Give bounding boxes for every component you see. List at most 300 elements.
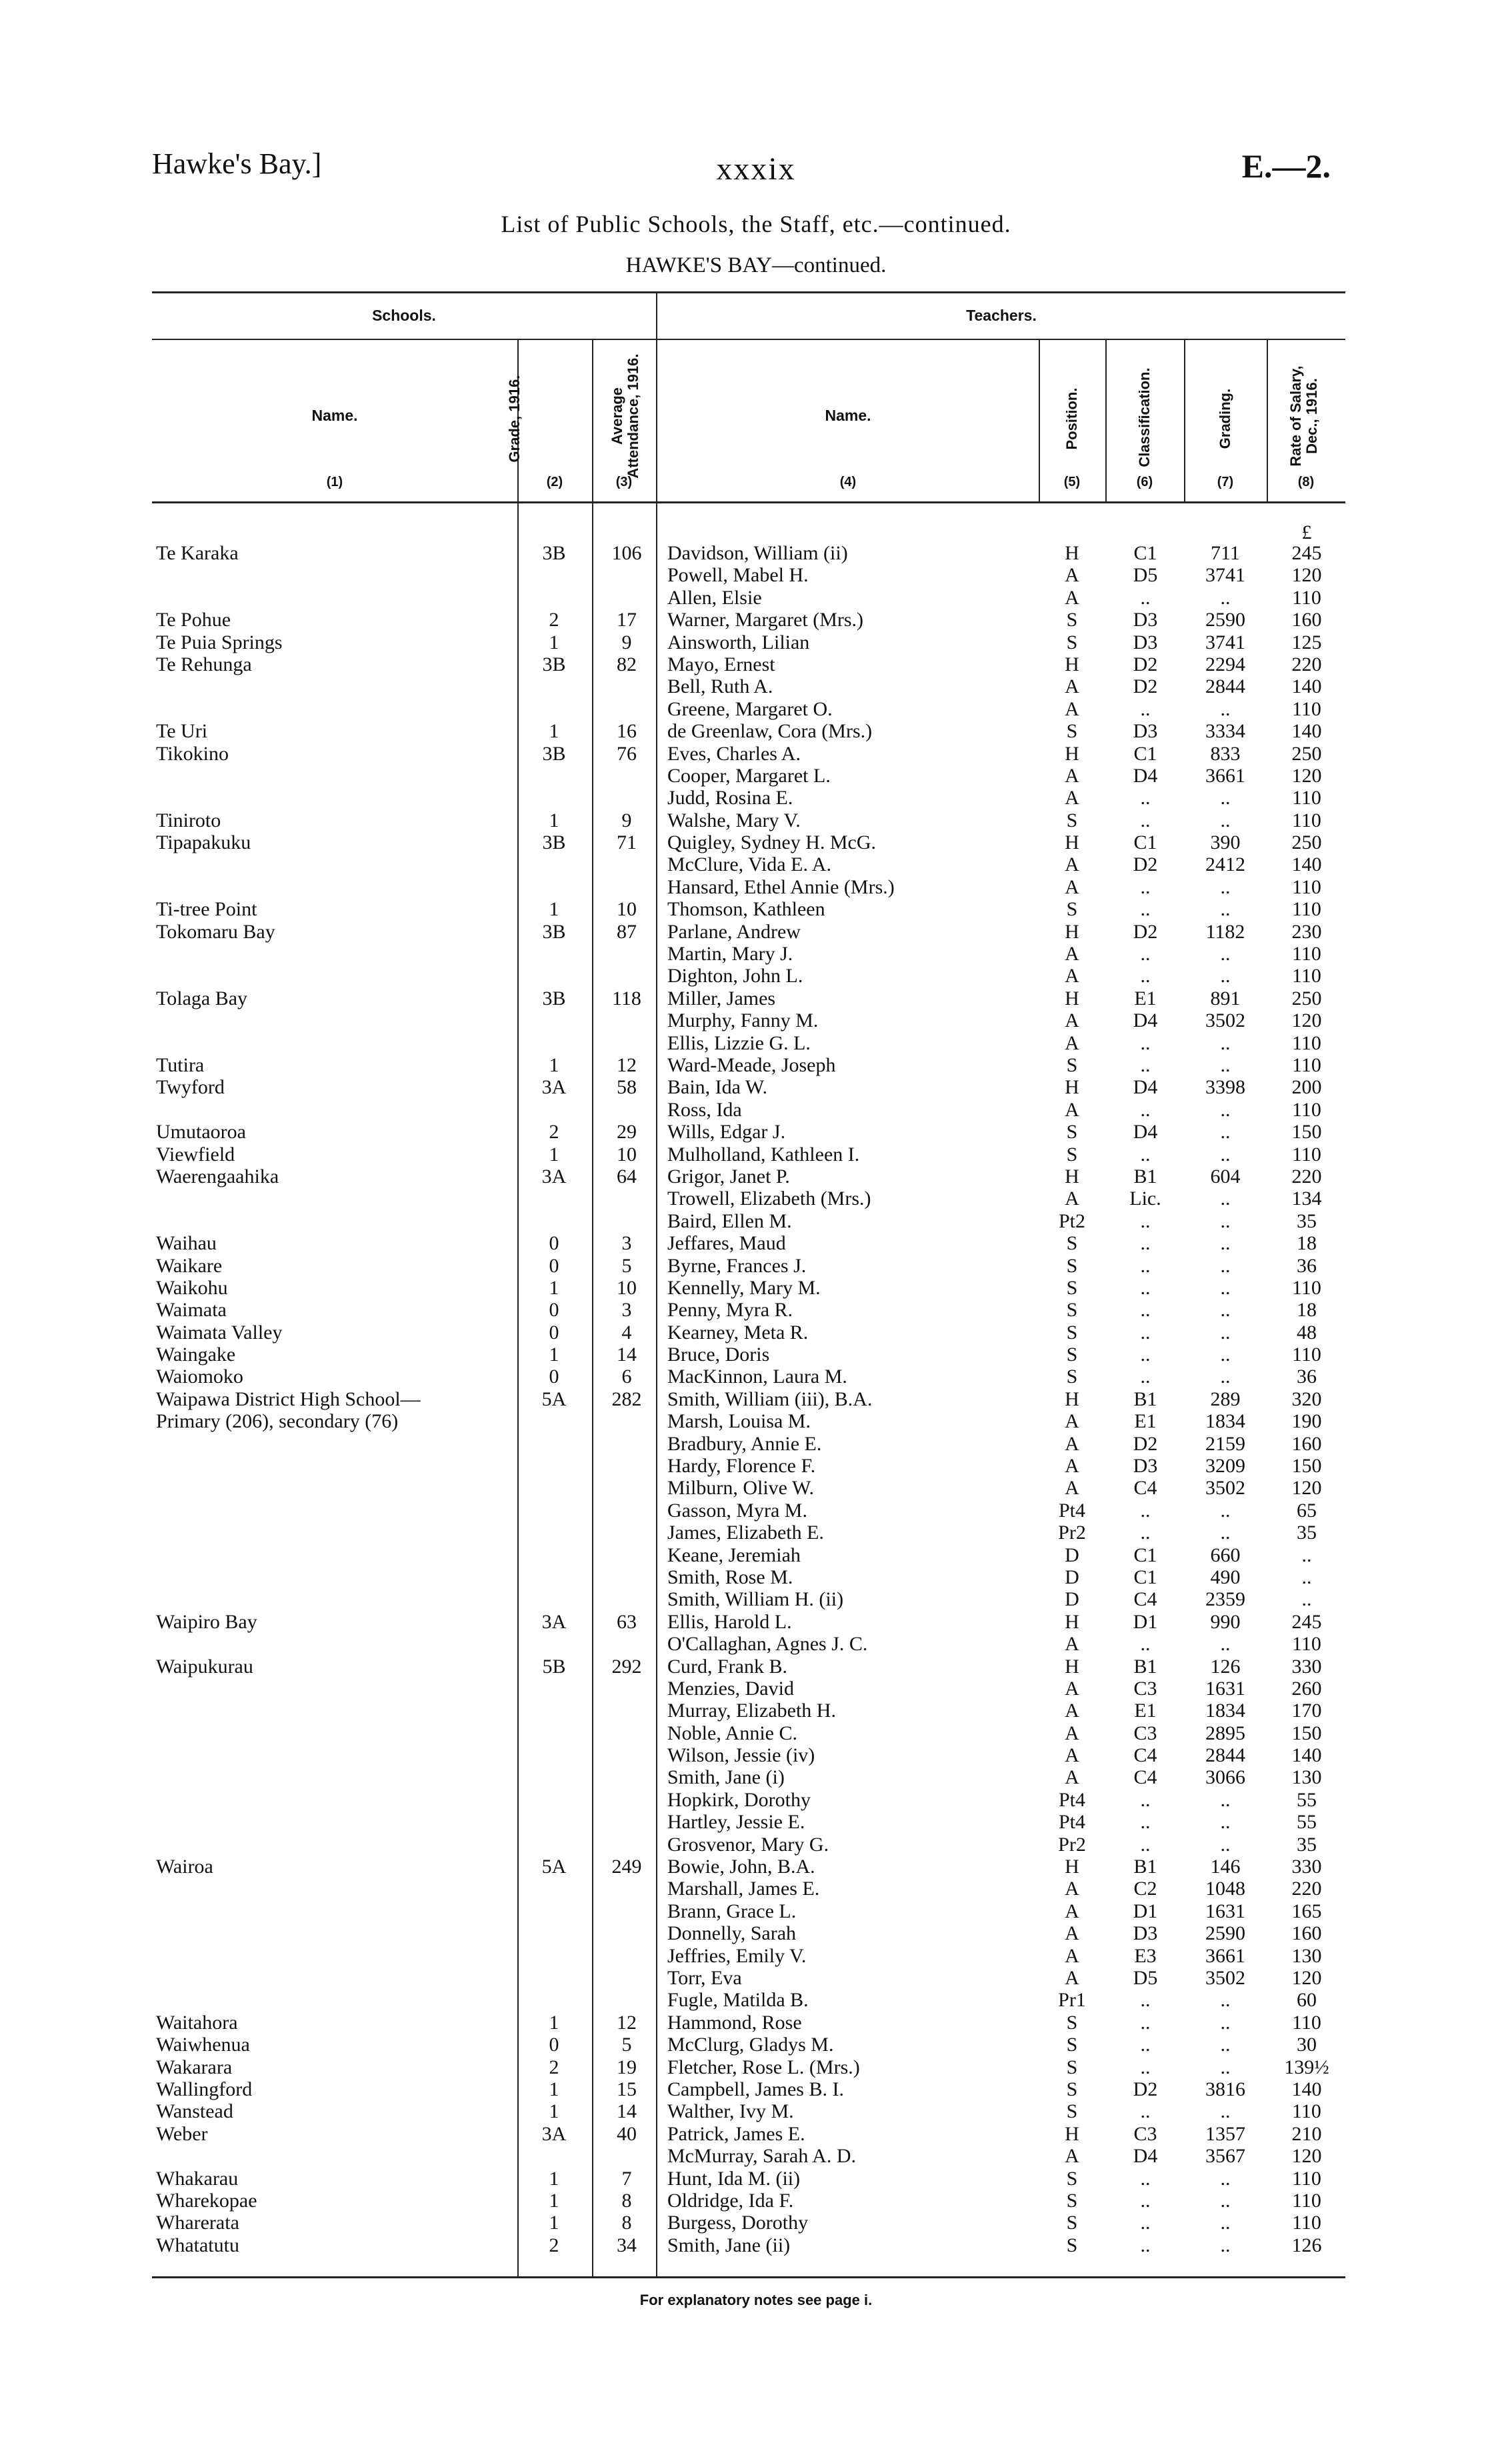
cell-grading: 3502 — [1205, 1967, 1245, 1989]
cell-salary: 134 — [1291, 1187, 1322, 1210]
cell-position: Pt4 — [1058, 1788, 1086, 1811]
cell-attendance: 5 — [621, 1254, 632, 1277]
table-row — [0, 2190, 1512, 2212]
cell-grading: .. — [1220, 1344, 1231, 1366]
cell-teacher-name: Warner, Margaret (Mrs.) — [667, 609, 864, 631]
cell-teacher-name: Davidson, William (ii) — [667, 542, 848, 564]
cell-position: S — [1066, 1321, 1078, 1344]
table-row — [0, 2234, 1512, 2256]
cell-position: A — [1065, 787, 1079, 809]
cell-salary: 120 — [1291, 764, 1322, 787]
cell-position: H — [1065, 1076, 1079, 1099]
cell-grading: .. — [1220, 965, 1231, 987]
cell-grade: 1 — [549, 631, 559, 653]
cell-classification: .. — [1140, 1209, 1151, 1232]
cell-school-name: Tutira — [156, 1053, 205, 1076]
cell-salary: 150 — [1291, 1722, 1322, 1744]
cell-teacher-name: Hartley, Jessie E. — [667, 1811, 805, 1834]
cell-teacher-name: Mulholland, Kathleen I. — [667, 1143, 860, 1165]
cell-classification: C1 — [1133, 831, 1157, 854]
cell-classification: .. — [1140, 2189, 1151, 2212]
cell-teacher-name: Penny, Myra R. — [667, 1299, 793, 1322]
cell-grading: .. — [1220, 697, 1231, 720]
cell-position: H — [1065, 1856, 1079, 1878]
cell-grade: 0 — [549, 2034, 559, 2056]
cell-attendance: 10 — [617, 898, 637, 921]
cell-grade: 1 — [549, 2100, 559, 2123]
cell-classification: .. — [1140, 1633, 1151, 1656]
cell-classification: D2 — [1133, 653, 1158, 675]
cell-classification: D3 — [1133, 609, 1158, 631]
cell-salary: 55 — [1297, 1788, 1317, 1811]
cell-grade: 3B — [542, 987, 566, 1009]
cell-grade: 1 — [549, 1053, 559, 1076]
cell-grading: 2844 — [1205, 675, 1245, 698]
cell-salary: 35 — [1297, 1833, 1317, 1856]
cell-grading: 3502 — [1205, 1009, 1245, 1032]
cell-teacher-name: Grosvenor, Mary G. — [667, 1833, 829, 1856]
cell-position: S — [1066, 2034, 1078, 2056]
cell-teacher-name: Quigley, Sydney H. McG. — [667, 831, 877, 854]
table-row — [0, 943, 1512, 965]
cell-grading: 1182 — [1205, 920, 1245, 943]
cell-grading: 2159 — [1205, 1432, 1245, 1455]
cell-teacher-name: Bain, Ida W. — [667, 1076, 767, 1099]
cell-school-name: Te Pohue — [156, 609, 231, 631]
table-row — [0, 1477, 1512, 1499]
cell-classification: .. — [1140, 1143, 1151, 1165]
cell-classification: C3 — [1133, 1677, 1157, 1700]
cell-salary: 110 — [1292, 697, 1321, 720]
cell-salary: 120 — [1291, 564, 1322, 587]
cell-position: A — [1065, 675, 1079, 698]
cell-classification: C3 — [1133, 1722, 1157, 1744]
cell-classification: .. — [1140, 1366, 1151, 1388]
table-row — [0, 1633, 1512, 1655]
page-number: xxxix — [716, 151, 796, 187]
cell-classification: E1 — [1134, 1410, 1157, 1433]
cell-classification: D4 — [1133, 2145, 1158, 2168]
cell-classification: D2 — [1133, 853, 1158, 876]
cell-grading: .. — [1220, 1053, 1231, 1076]
cell-grading: .. — [1220, 1276, 1231, 1299]
table-row — [0, 1544, 1512, 1566]
cell-teacher-name: Hunt, Ida M. (ii) — [667, 2167, 801, 2190]
cell-grade: 0 — [549, 1321, 559, 1344]
cell-school-name: Te Rehunga — [156, 653, 252, 675]
cell-salary: 165 — [1291, 1900, 1322, 1922]
cell-teacher-name: Smith, William H. (ii) — [667, 1588, 844, 1611]
cell-classification: .. — [1140, 943, 1151, 965]
cell-salary: 110 — [1292, 875, 1321, 898]
cell-grade: 3A — [541, 1165, 567, 1187]
running-header-left: Hawke's Bay.] — [152, 147, 322, 180]
cell-classification: .. — [1140, 1276, 1151, 1299]
cell-school-name: Waipawa District High School— — [156, 1388, 421, 1410]
cell-classification: D1 — [1133, 1900, 1158, 1922]
col-header-attendance — [609, 349, 641, 483]
col-number-1: (1) — [326, 475, 343, 489]
cell-grading: 3661 — [1205, 1944, 1245, 1967]
cell-school-name: Waitahora — [156, 2011, 238, 2034]
cell-salary: 330 — [1291, 1655, 1322, 1678]
table-row — [0, 1678, 1512, 1700]
cell-school-name: Te Puia Springs — [156, 631, 283, 653]
cell-grading: .. — [1220, 1299, 1231, 1322]
cell-salary: 120 — [1291, 1009, 1322, 1032]
cell-attendance: 9 — [621, 809, 632, 831]
cell-salary: 120 — [1291, 1967, 1322, 1989]
table-row — [0, 1455, 1512, 1477]
cell-grading: .. — [1220, 1209, 1231, 1232]
cell-salary: 160 — [1291, 1922, 1322, 1945]
cell-position: S — [1066, 1366, 1078, 1388]
cell-grading: .. — [1220, 2212, 1231, 2234]
cell-classification: .. — [1140, 1811, 1151, 1834]
col-header-teacher-name: Name. — [825, 407, 871, 424]
table-row — [0, 1322, 1512, 1344]
table-row — [0, 609, 1512, 631]
cell-teacher-name: Keane, Jeremiah — [667, 1544, 801, 1566]
cell-position: Pt2 — [1058, 1209, 1086, 1232]
cell-classification: .. — [1140, 697, 1151, 720]
cell-school-name: Waipiro Bay — [156, 1610, 257, 1633]
cell-salary: .. — [1301, 1566, 1312, 1588]
cell-salary: 220 — [1291, 1878, 1322, 1900]
cell-grading: 1048 — [1205, 1878, 1245, 1900]
table-row — [0, 1856, 1512, 1878]
cell-teacher-name: Greene, Margaret O. — [667, 697, 833, 720]
cell-teacher-name: Mayo, Ernest — [667, 653, 775, 675]
cell-teacher-name: Ellis, Harold L. — [667, 1610, 792, 1633]
cell-salary: 18 — [1297, 1299, 1317, 1322]
table-row — [0, 965, 1512, 987]
cell-classification: .. — [1140, 965, 1151, 987]
cell-classification: E1 — [1134, 1700, 1157, 1722]
cell-teacher-name: MacKinnon, Laura M. — [667, 1366, 847, 1388]
cell-teacher-name: Walshe, Mary V. — [667, 809, 801, 831]
col-header-position: Position. — [1063, 387, 1080, 450]
cell-classification: E1 — [1134, 987, 1157, 1009]
cell-teacher-name: Wills, Edgar J. — [667, 1121, 786, 1143]
cell-teacher-name: Miller, James — [667, 987, 776, 1009]
col-header-classification: Classification. — [1136, 367, 1153, 467]
cell-classification: B1 — [1133, 1655, 1157, 1678]
cell-position: S — [1066, 2234, 1078, 2256]
table-row — [0, 1967, 1512, 1989]
cell-position: D — [1065, 1588, 1079, 1611]
cell-classification: D2 — [1133, 675, 1158, 698]
cell-salary: 18 — [1297, 1232, 1317, 1255]
cell-school-name: Wanstead — [156, 2100, 233, 2123]
cell-grade: 3A — [541, 1076, 567, 1099]
cell-teacher-name: Baird, Ellen M. — [667, 1209, 792, 1232]
cell-grading: .. — [1220, 2056, 1231, 2078]
cell-position: H — [1065, 742, 1079, 765]
table-row — [0, 853, 1512, 875]
cell-grading: .. — [1220, 1031, 1231, 1054]
table-row — [0, 1009, 1512, 1031]
table-row — [0, 787, 1512, 809]
cell-teacher-name: Thomson, Kathleen — [667, 898, 825, 921]
cell-position: H — [1065, 920, 1079, 943]
cell-attendance: 64 — [617, 1165, 637, 1187]
cell-school-name: Waiomoko — [156, 1366, 243, 1388]
cell-attendance: 10 — [617, 1143, 637, 1165]
cell-school-name: Whakarau — [156, 2167, 239, 2190]
cell-teacher-name: Patrick, James E. — [667, 2122, 805, 2145]
table-bottom-rule — [152, 2276, 1345, 2278]
cell-classification: C1 — [1133, 1566, 1157, 1588]
cell-teacher-name: Bowie, John, B.A. — [667, 1856, 815, 1878]
cell-classification: .. — [1140, 2167, 1151, 2190]
table-row — [0, 1232, 1512, 1254]
col-header-grade: Grade, 1916. — [506, 375, 523, 463]
cell-attendance: 4 — [621, 1321, 632, 1344]
cell-grading: .. — [1220, 1833, 1231, 1856]
cell-salary: 190 — [1291, 1410, 1322, 1433]
table-row — [0, 2145, 1512, 2167]
cell-school-name: Tiniroto — [156, 809, 221, 831]
cell-attendance: 12 — [617, 1053, 637, 1076]
cell-teacher-name: Murray, Elizabeth H. — [667, 1700, 836, 1722]
cell-grade: 0 — [549, 1254, 559, 1277]
cell-teacher-name: Byrne, Frances J. — [667, 1254, 807, 1277]
cell-grading: 3741 — [1205, 564, 1245, 587]
cell-salary: .. — [1301, 1588, 1312, 1611]
cell-grading: 3816 — [1205, 2078, 1245, 2100]
cell-grading: 3661 — [1205, 764, 1245, 787]
table-row — [0, 809, 1512, 831]
table-row — [0, 1700, 1512, 1722]
cell-classification: .. — [1140, 875, 1151, 898]
cell-grading: 604 — [1210, 1165, 1241, 1187]
cell-position: A — [1065, 1187, 1079, 1210]
cell-attendance: 5 — [621, 2034, 632, 2056]
cell-teacher-name: de Greenlaw, Cora (Mrs.) — [667, 720, 873, 743]
cell-school-name: Waingake — [156, 1344, 236, 1366]
cell-attendance: 8 — [621, 2189, 632, 2212]
cell-position: A — [1065, 1967, 1079, 1989]
cell-salary: 36 — [1297, 1254, 1317, 1277]
cell-teacher-name: Parlane, Andrew — [667, 920, 801, 943]
table-row — [0, 1210, 1512, 1232]
cell-grading: .. — [1220, 1788, 1231, 1811]
cell-classification: .. — [1140, 2100, 1151, 2123]
table-row — [0, 1945, 1512, 1967]
cell-classification: C4 — [1133, 1588, 1157, 1611]
cell-grading: 2590 — [1205, 1922, 1245, 1945]
cell-position: S — [1066, 2189, 1078, 2212]
cell-grade: 1 — [549, 809, 559, 831]
table-row — [0, 2123, 1512, 2145]
cell-school-name: Tipapakuku — [156, 831, 251, 854]
table-row — [0, 1656, 1512, 1678]
cell-salary: 160 — [1291, 1432, 1322, 1455]
cell-salary: 260 — [1291, 1677, 1322, 1700]
table-row — [0, 587, 1512, 609]
cell-classification: D4 — [1133, 1121, 1158, 1143]
cell-salary: 125 — [1291, 631, 1322, 653]
cell-salary: 170 — [1291, 1700, 1322, 1722]
cell-grading: 2590 — [1205, 609, 1245, 631]
cell-school-name: Wharerata — [156, 2212, 239, 2234]
col-header-salary-text: Rate of Salary, Dec., 1916. — [1287, 365, 1320, 467]
cell-salary: 110 — [1292, 965, 1321, 987]
cell-school-name: Twyford — [156, 1076, 225, 1099]
table-row — [0, 1588, 1512, 1610]
table-row — [0, 1255, 1512, 1277]
col-number-8: (8) — [1297, 475, 1315, 489]
table-row — [0, 1076, 1512, 1098]
cell-salary: 60 — [1297, 1989, 1317, 2012]
cell-attendance: 292 — [611, 1655, 642, 1678]
cell-teacher-name: Smith, William (iii), B.A. — [667, 1388, 873, 1410]
cell-school-name: Waerengaahika — [156, 1165, 279, 1187]
cell-grading: .. — [1220, 1499, 1231, 1522]
cell-attendance: 16 — [617, 720, 637, 743]
cell-classification: C3 — [1133, 2122, 1157, 2145]
cell-position: S — [1066, 2056, 1078, 2078]
table-row — [0, 1522, 1512, 1544]
cell-school-name: Waimata — [156, 1299, 227, 1322]
table-row — [0, 698, 1512, 720]
cell-classification: .. — [1140, 1344, 1151, 1366]
table-row — [0, 675, 1512, 697]
cell-grade: 1 — [549, 2011, 559, 2034]
cell-attendance: 12 — [617, 2011, 637, 2034]
cell-position: S — [1066, 1276, 1078, 1299]
cell-teacher-name: Judd, Rosina E. — [667, 787, 793, 809]
cell-grading: .. — [1220, 1989, 1231, 2012]
cell-classification: .. — [1140, 787, 1151, 809]
cell-position: S — [1066, 1121, 1078, 1143]
cell-position: A — [1065, 1432, 1079, 1455]
cell-position: A — [1065, 1633, 1079, 1656]
cell-grading: 3567 — [1205, 2145, 1245, 2168]
cell-grading: .. — [1220, 2034, 1231, 2056]
cell-school-name: Primary (206), secondary (76) — [156, 1410, 399, 1433]
cell-grading: .. — [1220, 1232, 1231, 1255]
cell-grade: 3A — [541, 1610, 567, 1633]
cell-grade: 0 — [549, 1366, 559, 1388]
cell-position: A — [1065, 1900, 1079, 1922]
cell-grading: .. — [1220, 586, 1231, 609]
cell-grading: 891 — [1210, 987, 1241, 1009]
cell-teacher-name: O'Callaghan, Agnes J. C. — [667, 1633, 868, 1656]
cell-teacher-name: Fletcher, Rose L. (Mrs.) — [667, 2056, 860, 2078]
cell-grading: 660 — [1210, 1544, 1241, 1566]
cell-position: A — [1065, 2145, 1079, 2168]
cell-position: H — [1065, 831, 1079, 854]
cell-school-name: Waimata Valley — [156, 1321, 283, 1344]
cell-grade: 1 — [549, 1143, 559, 1165]
cell-attendance: 15 — [617, 2078, 637, 2100]
cell-classification: .. — [1140, 2034, 1151, 2056]
cell-teacher-name: Dighton, John L. — [667, 965, 803, 987]
cell-classification: .. — [1140, 1254, 1151, 1277]
cell-attendance: 106 — [611, 542, 642, 564]
cell-attendance: 58 — [617, 1076, 637, 1099]
cell-salary: .. — [1301, 1544, 1312, 1566]
col-number-6: (6) — [1136, 475, 1153, 489]
cell-grade: 0 — [549, 1232, 559, 1255]
cell-position: S — [1066, 609, 1078, 631]
cell-position: Pr2 — [1058, 1522, 1086, 1544]
cell-grading: .. — [1220, 1321, 1231, 1344]
cell-attendance: 249 — [611, 1856, 642, 1878]
cell-school-name: Wallingford — [156, 2078, 253, 2100]
table-row — [0, 1187, 1512, 1209]
cell-position: S — [1066, 809, 1078, 831]
table-row — [0, 2056, 1512, 2078]
cell-grading: .. — [1220, 875, 1231, 898]
page-title: List of Public Schools, the Staff, etc.—continued. — [501, 211, 1011, 237]
cell-position: S — [1066, 1143, 1078, 1165]
cell-position: A — [1065, 1922, 1079, 1945]
col-number-2: (2) — [546, 475, 563, 489]
cell-position: A — [1065, 1744, 1079, 1767]
cell-grading: .. — [1220, 1366, 1231, 1388]
cell-attendance: 76 — [617, 742, 637, 765]
table-row — [0, 1143, 1512, 1165]
cell-grading: .. — [1220, 943, 1231, 965]
cell-position: H — [1065, 1388, 1079, 1410]
cell-grade: 1 — [549, 720, 559, 743]
cell-classification: C2 — [1133, 1878, 1157, 1900]
cell-salary: 220 — [1291, 653, 1322, 675]
table-row — [0, 1611, 1512, 1633]
cell-classification: D3 — [1133, 631, 1158, 653]
cell-salary: 245 — [1291, 1610, 1322, 1633]
cell-attendance: 63 — [617, 1610, 637, 1633]
cell-grading: 1834 — [1205, 1700, 1245, 1722]
cell-grading: 146 — [1210, 1856, 1241, 1878]
cell-teacher-name: McClure, Vida E. A. — [667, 853, 831, 876]
cell-position: A — [1065, 853, 1079, 876]
cell-grade: 1 — [549, 2212, 559, 2234]
cell-grading: 1357 — [1205, 2122, 1245, 2145]
cell-position: A — [1065, 1477, 1079, 1500]
cell-grade: 3B — [542, 542, 566, 564]
table-row — [0, 1922, 1512, 1944]
cell-teacher-name: Jeffares, Maud — [667, 1232, 786, 1255]
cell-salary: 120 — [1291, 2145, 1322, 2168]
cell-grading: .. — [1220, 1187, 1231, 1210]
cell-grade: 2 — [549, 2234, 559, 2256]
cell-teacher-name: Wilson, Jessie (iv) — [667, 1744, 815, 1767]
cell-teacher-name: Eves, Charles A. — [667, 742, 801, 765]
cell-grading: 990 — [1210, 1610, 1241, 1633]
cell-teacher-name: Menzies, David — [667, 1677, 794, 1700]
cell-salary: 320 — [1291, 1388, 1322, 1410]
cell-salary: 110 — [1292, 1098, 1321, 1121]
cell-classification: .. — [1140, 2234, 1151, 2256]
cell-teacher-name: Noble, Annie C. — [667, 1722, 797, 1744]
table-row — [0, 1566, 1512, 1588]
cell-teacher-name: Hopkirk, Dorothy — [667, 1788, 811, 1811]
cell-grading: .. — [1220, 2011, 1231, 2034]
cell-attendance: 6 — [621, 1366, 632, 1388]
cell-grading: 2895 — [1205, 1722, 1245, 1744]
cell-school-name: Umutaoroa — [156, 1121, 246, 1143]
cell-position: A — [1065, 1944, 1079, 1967]
cell-grading: .. — [1220, 1098, 1231, 1121]
cell-salary: 110 — [1292, 898, 1321, 921]
cell-teacher-name: Kearney, Meta R. — [667, 1321, 809, 1344]
cell-classification: D5 — [1133, 1967, 1158, 1989]
table-row — [0, 1433, 1512, 1455]
